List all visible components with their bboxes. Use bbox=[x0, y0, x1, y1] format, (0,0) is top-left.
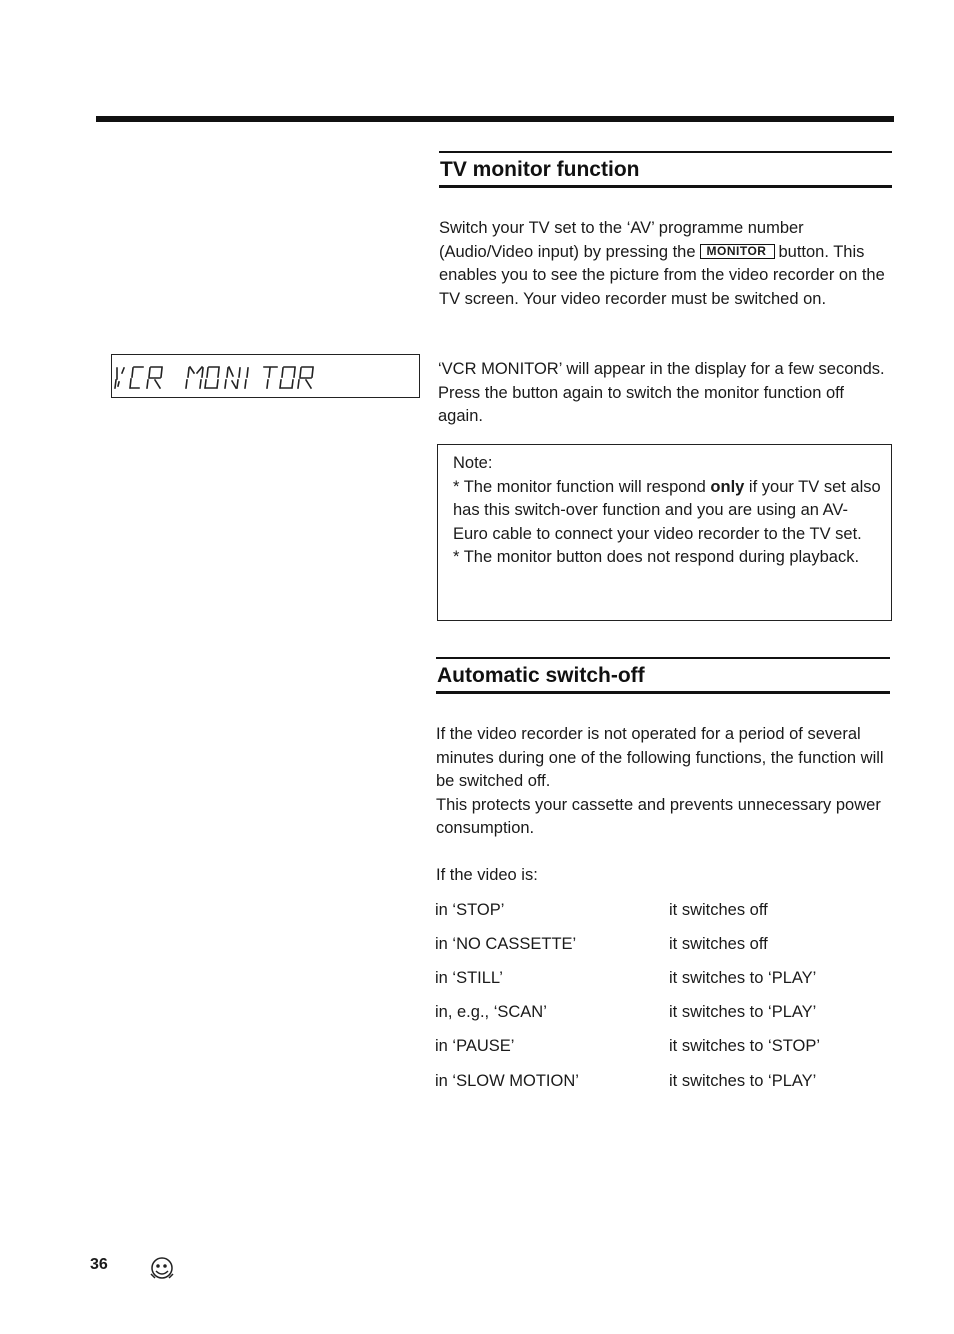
section-rule-bottom-auto bbox=[436, 691, 890, 694]
table-condition: in ‘SLOW MOTION’ bbox=[435, 1072, 579, 1090]
note-item-1 bbox=[453, 476, 881, 547]
vcr-display bbox=[111, 354, 420, 398]
display-paragraph-text: ‘VCR MONITOR’ will appear in the display for a few seconds. Press the button again to switch the monitor function off again. bbox=[438, 360, 885, 426]
tv-monitor-intro bbox=[439, 217, 894, 311]
display-paragraph bbox=[438, 358, 890, 429]
top-rule bbox=[96, 116, 894, 122]
note-item-1-prefix: * The monitor function will respond bbox=[453, 477, 711, 496]
table-result: it switches to ‘PLAY’ bbox=[669, 1072, 817, 1090]
table-condition: in ‘STOP’ bbox=[435, 901, 505, 919]
table-result: it switches off bbox=[669, 901, 768, 919]
auto-off-paragraph-2: This protects your cassette and prevents unnecessary power consumption. bbox=[436, 795, 881, 838]
monitor-button-label: MONITOR bbox=[700, 244, 776, 259]
note-box bbox=[437, 444, 892, 621]
table-result: it switches to ‘PLAY’ bbox=[669, 969, 817, 987]
table-condition: in, e.g., ‘SCAN’ bbox=[435, 1003, 547, 1021]
page-number: 36 bbox=[90, 1256, 108, 1273]
auto-off-paragraph-1: If the video recorder is not operated for a period of several minutes during one of the following functions, the function will be switched off. bbox=[436, 725, 884, 791]
section-title-auto-off: Automatic switch-off bbox=[437, 664, 645, 687]
auto-off-text bbox=[436, 723, 891, 841]
smiley-face-icon bbox=[148, 1256, 176, 1282]
table-condition: in ‘NO CASSETTE’ bbox=[435, 935, 577, 953]
note-item-1-suffix: if your TV set also has this switch-over function and you are using an AV-Euro cable to connect your video recorder to the TV set. bbox=[453, 477, 881, 543]
table-condition: in ‘PAUSE’ bbox=[435, 1037, 515, 1055]
section-title-tv-monitor: TV monitor function bbox=[440, 158, 640, 181]
segment-display-icon bbox=[112, 355, 421, 399]
section-rule-bottom bbox=[439, 185, 892, 188]
section-rule-top bbox=[439, 151, 892, 153]
note-label: Note: bbox=[453, 454, 493, 472]
note-item-1-bold: only bbox=[710, 477, 745, 496]
intro-text-after: button. This enables you to see the picture from the video recorder on the TV screen. Your video recorder must be switched on. bbox=[439, 242, 885, 308]
intro-text-before: Switch your TV set to the ‘AV’ programme number (Audio/Video input) by pressing the bbox=[439, 219, 804, 261]
table-intro: If the video is: bbox=[436, 866, 538, 884]
section-rule-top-auto bbox=[436, 657, 890, 659]
table-result: it switches off bbox=[669, 935, 768, 953]
note-item-2: * The monitor button does not respond during playback. bbox=[453, 548, 860, 567]
table-result: it switches to ‘PLAY’ bbox=[669, 1003, 817, 1021]
table-result: it switches to ‘STOP’ bbox=[669, 1037, 820, 1055]
table-condition: in ‘STILL’ bbox=[435, 969, 503, 987]
